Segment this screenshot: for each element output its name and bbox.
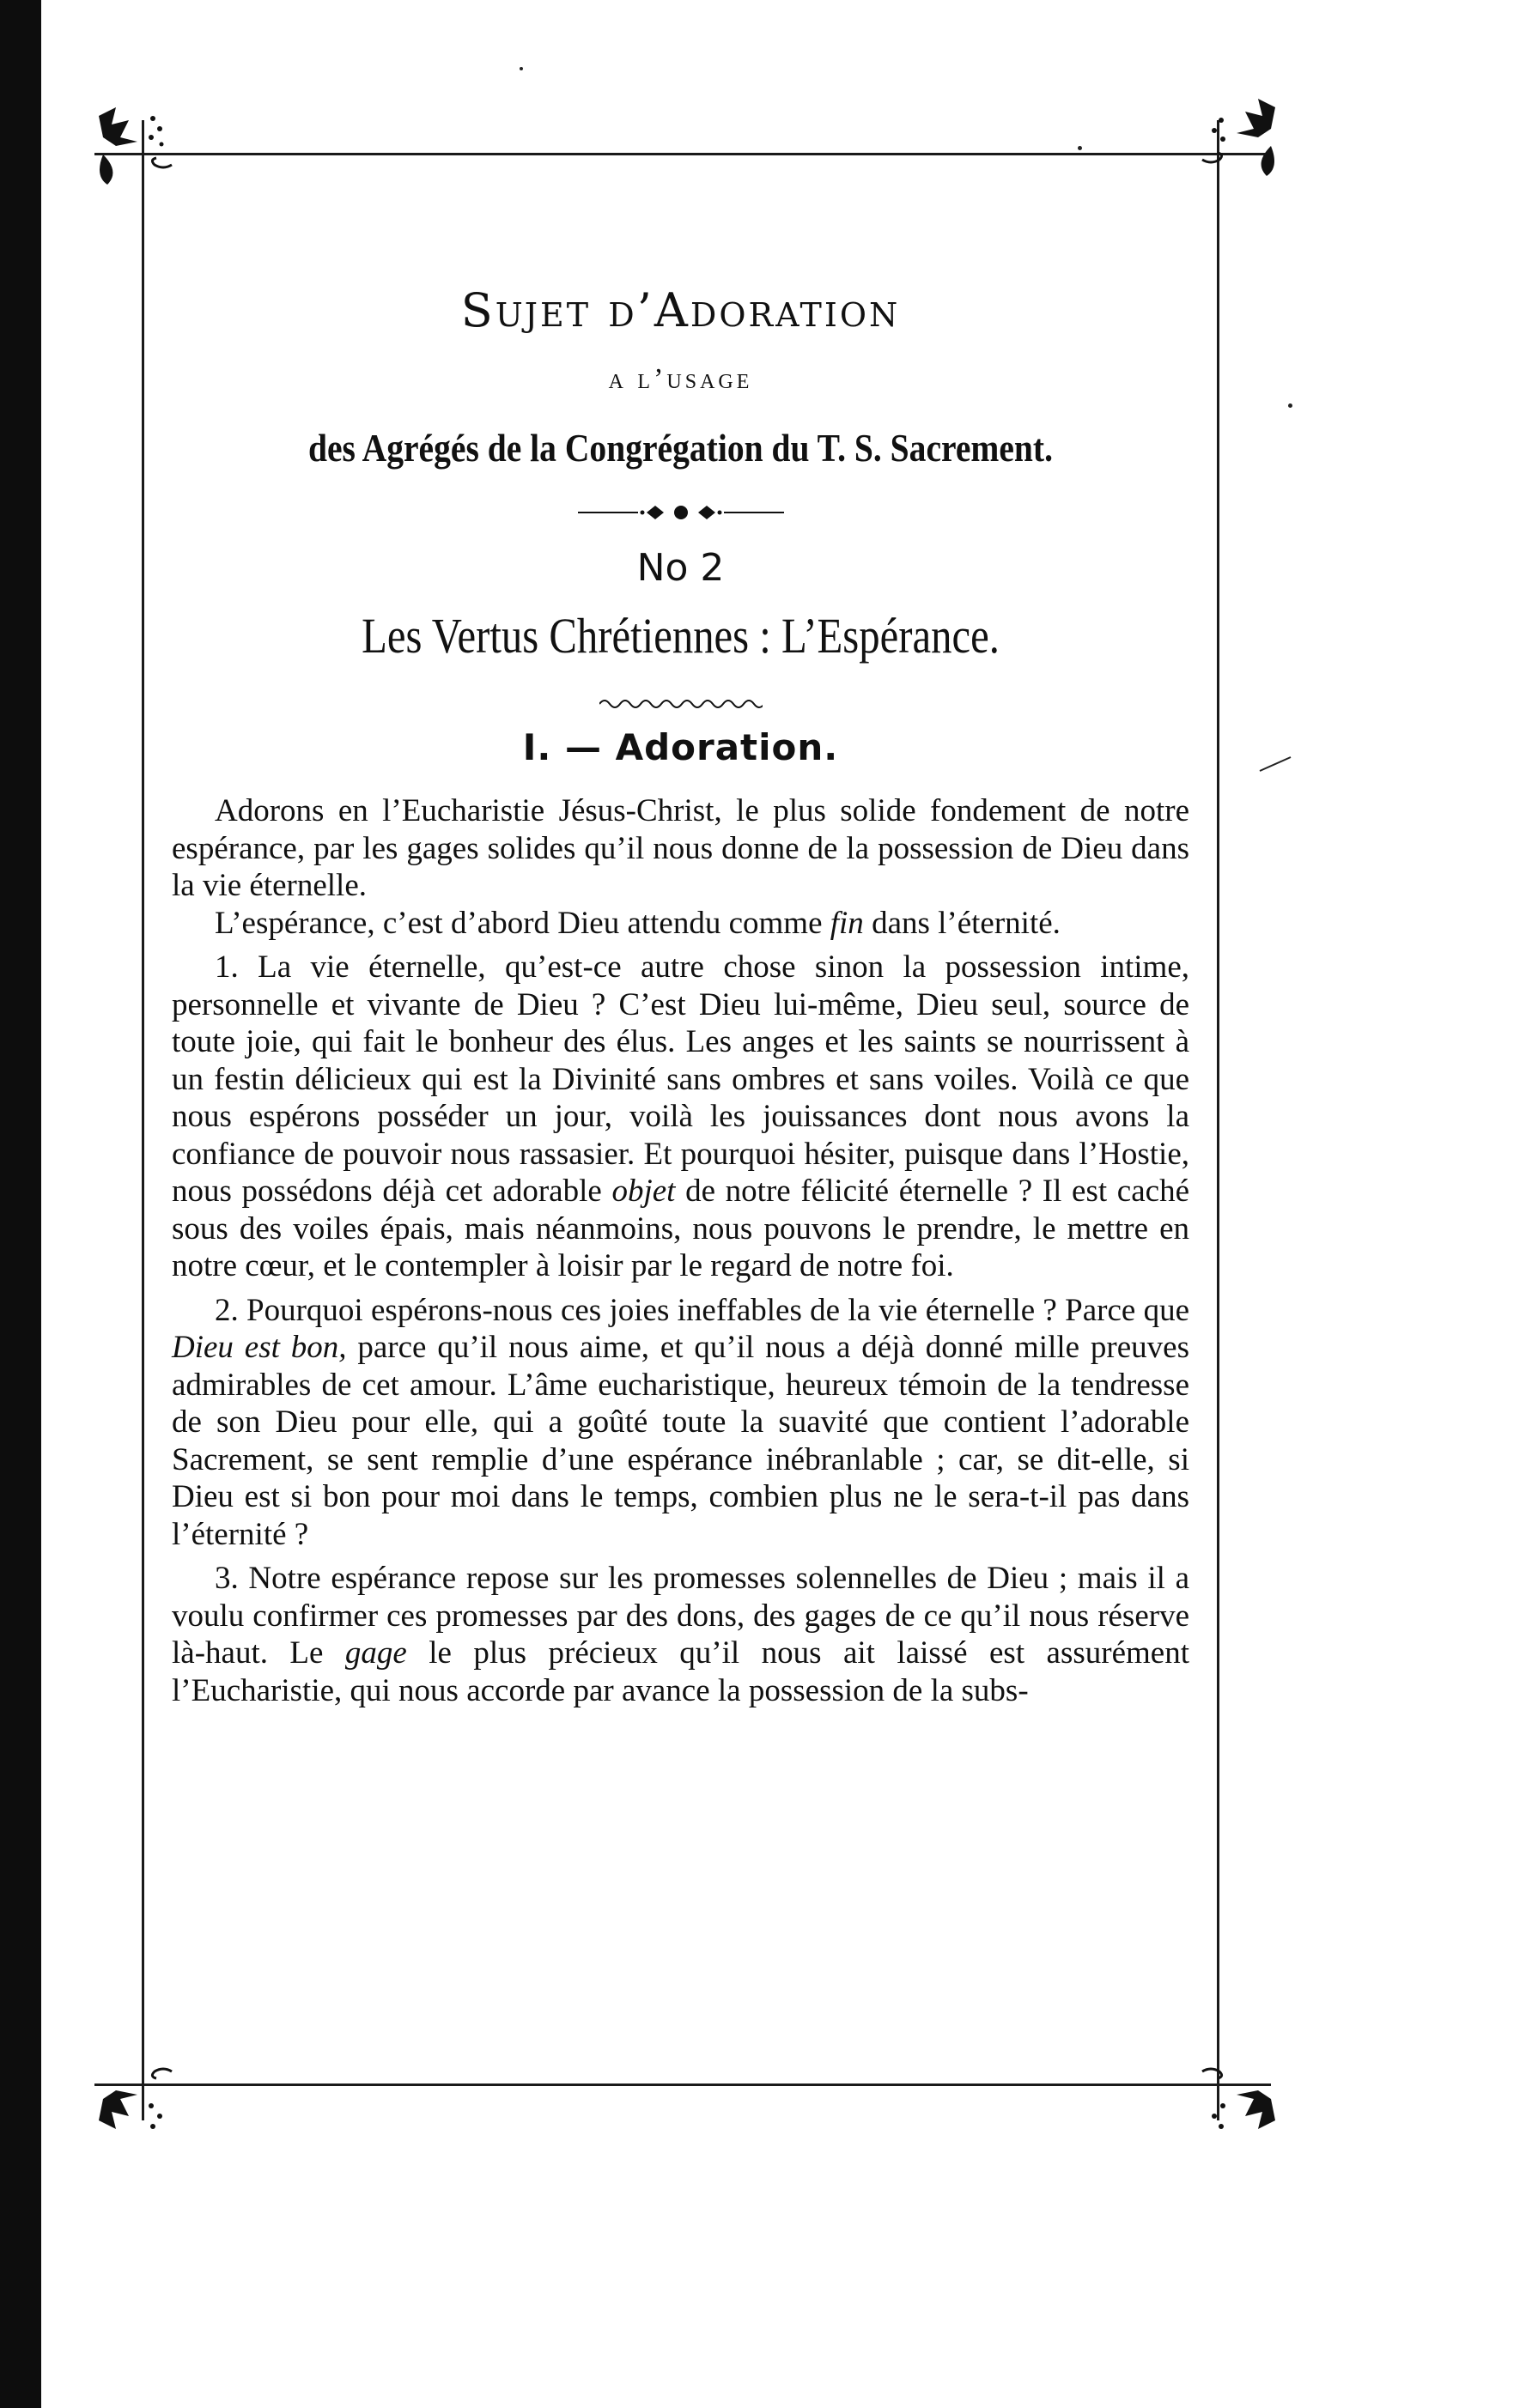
page-title: Sujet d’Adoration: [460, 283, 901, 337]
frame-bottom-rule: [94, 2083, 1271, 2086]
body-text: [172, 792, 1189, 1709]
ink-speck: [520, 67, 523, 70]
paragraph-esperance: L’espérance, c’est d’abord Dieu attendu comme fin dans l’éternité.: [215, 905, 1061, 941]
paragraph-point-1: 1. La vie éternelle, qu’est-ce autre chose sinon la possession intime, personnelle et vivante de Dieu ? C’est Dieu lui-même, Dieu seul, source de toute joie, qui fait le bonheur des élus. Les anges et les saints se nourrissent à un festin délicieux qui est la Divinité sans ombres et sans voiles. Voilà ce que nous espérons posséder un jour, voilà les jouissances dont nous avons la confiance de pouvoir nous rassasier. Et pourquoi hésiter, puisque dans l’Hostie, nous possédons déjà cet adorable objet de notre félicité éternelle ? Il est caché sous des voiles épais, mais néanmoins, nous pouvons le prendre, le mettre en notre cœur, et le contempler à loisir par le regard de notre foi.: [172, 949, 1189, 1283]
issue-number: No 2: [636, 546, 725, 590]
paragraph-point-2: 2. Pourquoi espérons-nous ces joies ineffables de la vie éternelle ? Parce que Dieu est bon, parce qu’il nous aime, et qu’il nous a déjà donné mille preuves admirables de cet amour. L’âme eucharistique, heureux témoin de la tendresse de son Dieu pour elle, qui a goûté toute la suavité que contient l’adorable Sacrement, se sent remplie d’une espérance inébranlable ; car, se dit-elle, si Dieu est si bon pour moi dans le temps, combien plus ne le sera-t-il pas dans l’éternité ?: [172, 1292, 1189, 1552]
vine-leaf-corner-ornament: [86, 2039, 189, 2142]
vine-leaf-corner-ornament: [1185, 2039, 1288, 2142]
ink-speck: [1078, 146, 1082, 150]
section-heading: Les Vertus Chrétiennes : L’Espérance.: [362, 608, 1000, 664]
vine-leaf-corner-ornament: [1185, 86, 1288, 189]
frame-right-rule: [1217, 120, 1219, 2120]
frame-left-rule: [142, 120, 144, 2120]
page-subtitle: des Agrégés de la Congrégation du T. S. Sacrement.: [307, 426, 1054, 470]
paragraph-intro: Adorons en l’Eucharistie Jésus-Christ, le plus solide fondement de notre espérance, par les gages solides qu’il nous donne de la possession de Dieu dans la vie éternelle.: [172, 793, 1189, 903]
book-spine-edge: [0, 0, 41, 2408]
fleuron-divider: [578, 500, 784, 525]
vine-leaf-corner-ornament: [86, 94, 189, 197]
subsection-title: I. — Adoration.: [522, 726, 839, 768]
ink-speck: [1288, 403, 1292, 408]
pencil-mark: [1258, 755, 1292, 773]
frame-top-rule: [94, 153, 1271, 155]
wavy-rule: [599, 697, 763, 711]
page-content: [172, 283, 1189, 1709]
paragraph-point-3: 3. Notre espérance repose sur les promesses solennelles de Dieu ; mais il a voulu confirmer ces promesses par des dons, des gages de ce qu’il nous réserve là-haut. Le gage le plus précieux qu’il nous ait laissé est assurément l’Eucharistie, qui nous accorde par avance la possession de la subs-: [172, 1561, 1189, 1708]
usage-line: a l’usage: [608, 363, 753, 395]
